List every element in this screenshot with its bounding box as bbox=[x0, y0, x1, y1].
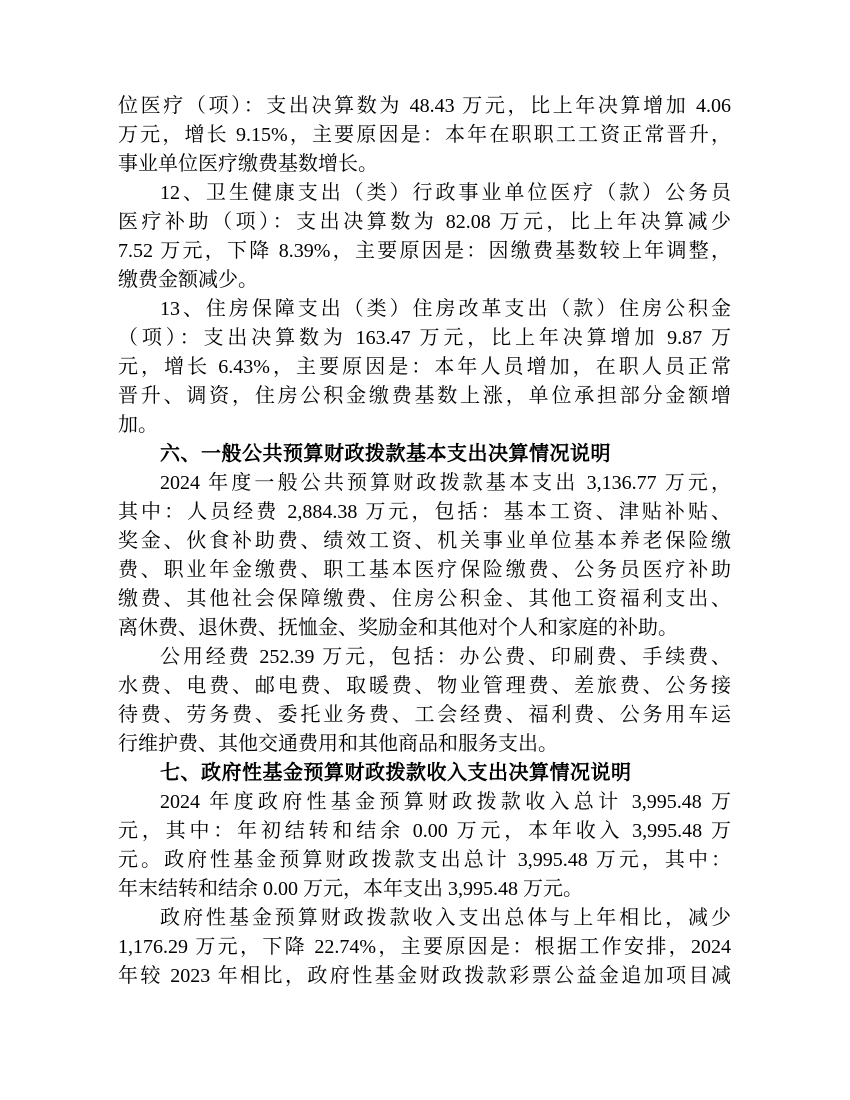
text-line: 医疗补助（项）：支出决算数为 82.08 万元，比上年决算减少 bbox=[118, 211, 731, 233]
heading-line: 六、一般公共预算财政拨款基本支出决算情况说明 bbox=[160, 443, 611, 465]
text-line: 公用经费 252.39 万元，包括：办公费、印刷费、手续费、 bbox=[160, 646, 731, 668]
text-line: 其中：人员经费 2,884.38 万元，包括：基本工资、津贴补贴、 bbox=[118, 501, 731, 523]
text-line: 12、卫生健康支出（类）行政事业单位医疗（款）公务员 bbox=[160, 182, 731, 204]
text-line: 元，增长 6.43%，主要原因是：本年人员增加，在职人员正常 bbox=[118, 356, 731, 378]
text-line: 13、住房保障支出（类）住房改革支出（款）住房公积金 bbox=[160, 298, 731, 320]
text-line: 缴费金额减少。 bbox=[118, 269, 258, 291]
text-line: 年末结转和结余 0.00 万元，本年支出 3,995.48 万元。 bbox=[118, 878, 583, 900]
text-line: 行维护费、其他交通费用和其他商品和服务支出。 bbox=[118, 733, 558, 755]
heading-section-7 bbox=[118, 759, 731, 788]
text-line: 奖金、伙食补助费、绩效工资、机关事业单位基本养老保险缴 bbox=[118, 530, 731, 552]
text-line: 年较 2023 年相比，政府性基金财政拨款彩票公益金追加项目减 bbox=[118, 965, 731, 987]
para-public-funds bbox=[118, 643, 731, 759]
document-text-area bbox=[118, 92, 731, 991]
text-line: 加。 bbox=[118, 414, 158, 436]
para-gov-fund-income-expenditure bbox=[118, 788, 731, 904]
para-11-unit-medical-continuation bbox=[118, 92, 731, 179]
text-line: （项）：支出决算数为 163.47 万元，比上年决算增加 9.87 万 bbox=[118, 327, 731, 349]
heading-line: 七、政府性基金预算财政拨款收入支出决算情况说明 bbox=[160, 762, 632, 784]
text-line: 1,176.29 万元，下降 22.74%，主要原因是：根据工作安排，2024 bbox=[118, 936, 731, 958]
text-line: 万元，增长 9.15%，主要原因是：本年在职职工工资正常晋升， bbox=[118, 124, 731, 146]
text-line: 费、职业年金缴费、职工基本医疗保险缴费、公务员医疗补助 bbox=[118, 559, 731, 581]
para-13-housing-provident-fund bbox=[118, 295, 731, 440]
text-line: 水费、电费、邮电费、取暖费、物业管理费、差旅费、公务接 bbox=[118, 675, 731, 697]
para-12-civil-servant-medical-subsidy bbox=[118, 179, 731, 295]
text-line: 2024 年度一般公共预算财政拨款基本支出 3,136.77 万元， bbox=[160, 472, 731, 494]
text-line: 2024 年度政府性基金预算财政拨款收入总计 3,995.48 万 bbox=[160, 791, 731, 813]
text-line: 事业单位医疗缴费基数增长。 bbox=[118, 153, 378, 175]
para-gov-fund-year-comparison bbox=[118, 904, 731, 991]
text-line: 位医疗（项）：支出决算数为 48.43 万元，比上年决算增加 4.06 bbox=[118, 95, 731, 117]
para-basic-expenditure-personnel bbox=[118, 469, 731, 643]
text-line: 离休费、退休费、抚恤金、奖励金和其他对个人和家庭的补助。 bbox=[118, 617, 678, 639]
text-line: 元。政府性基金预算财政拨款支出总计 3,995.48 万元，其中： bbox=[118, 849, 731, 871]
text-line: 政府性基金预算财政拨款收入支出总体与上年相比，减少 bbox=[160, 907, 731, 929]
text-line: 晋升、调资，住房公积金缴费基数上涨，单位承担部分金额增 bbox=[118, 385, 731, 407]
text-line: 缴费、其他社会保障缴费、住房公积金、其他工资福利支出、 bbox=[118, 588, 731, 610]
text-line: 待费、劳务费、委托业务费、工会经费、福利费、公务用车运 bbox=[118, 704, 731, 726]
heading-section-6 bbox=[118, 440, 731, 469]
text-line: 元，其中：年初结转和结余 0.00 万元，本年收入 3,995.48 万 bbox=[118, 820, 731, 842]
text-line: 7.52 万元，下降 8.39%，主要原因是：因缴费基数较上年调整， bbox=[118, 240, 731, 262]
